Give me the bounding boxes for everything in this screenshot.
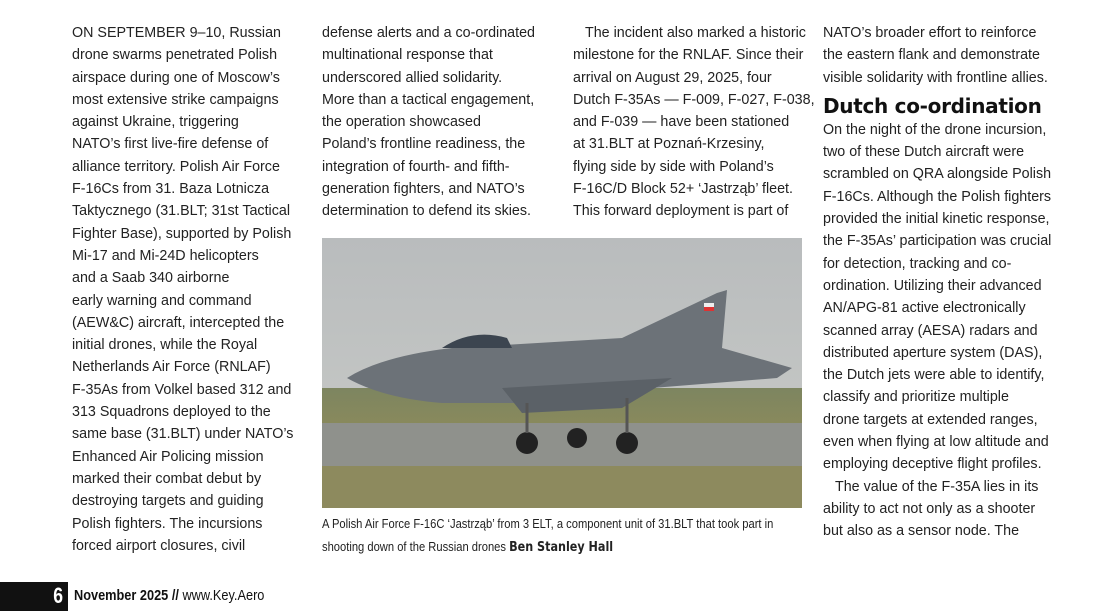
photo-credit: Ben Stanley Hall	[509, 539, 614, 555]
text-line: two of these Dutch aircraft were	[823, 144, 1025, 161]
text-line: Taktycznego (31.BLT; 31st Tactical	[72, 203, 291, 220]
text-line: arrival on August 29, 2025, four	[573, 69, 772, 86]
text-line: underscored allied solidarity.	[322, 69, 503, 86]
text-line: Dutch F-35As — F-009, F-027, F-038,	[573, 91, 815, 108]
text-line: drone swarms penetrated Polish	[72, 47, 278, 64]
caption-line: shooting down of the Russian drones	[322, 538, 506, 554]
text-line: flying side by side with Poland’s	[573, 158, 774, 175]
text-line: multinational response that	[322, 47, 493, 64]
text-line: generation fighters, and NATO’s	[322, 181, 525, 198]
f16-photo	[322, 238, 802, 508]
text-line: provided the initial kinetic response,	[823, 211, 1050, 228]
text-line: distributed aperture system (DAS),	[823, 344, 1043, 361]
website-link[interactable]: www.Key.Aero	[182, 587, 265, 604]
text-line: On the night of the drone incursion,	[823, 121, 1047, 138]
text-line: Enhanced Air Policing mission	[72, 448, 264, 465]
text-line: visible solidarity with frontline allies.	[823, 69, 1048, 86]
text-line: F-16Cs. Although the Polish fighters	[823, 188, 1052, 205]
text-line: Poland’s frontline readiness, the	[322, 136, 526, 153]
text-line: classify and prioritize multiple	[823, 389, 1009, 406]
text-line: drone targets at extended ranges,	[823, 411, 1038, 428]
text-line: Fighter Base), supported by Polish	[72, 225, 292, 242]
text-line: ability to act not only as a shooter	[823, 500, 1036, 517]
text-line: and a Saab 340 airborne	[72, 270, 230, 287]
text-line: NATO’s broader effort to reinforce	[823, 25, 1037, 41]
text-line: (AEW&C) aircraft, intercepted the	[72, 314, 285, 331]
text-line: marked their combat debut by	[72, 470, 262, 487]
text-line: the Dutch jets were able to identify,	[823, 367, 1045, 384]
text-line: initial drones, while the Royal	[72, 337, 258, 354]
text-line: forced airport closures, civil	[72, 537, 246, 554]
text-line: Mi-17 and Mi-24D helicopters	[72, 247, 259, 264]
column-1	[72, 22, 312, 557]
text-line: the operation showcased	[322, 114, 481, 131]
text-line: milestone for the RNLAF. Since their	[573, 47, 804, 64]
text-line: 313 Squadrons deployed to the	[72, 404, 271, 421]
page-footer	[0, 582, 320, 611]
text-line: at 31.BLT at Poznań-Krzesiny,	[573, 136, 765, 153]
text-line: for detection, tracking and co-	[823, 255, 1012, 272]
column-3	[573, 22, 813, 223]
text-line: airspace during one of Moscow’s	[72, 69, 280, 86]
text-line: More than a tactical engagement,	[322, 91, 535, 108]
text-line: This forward deployment is part of	[573, 203, 789, 220]
text-line: AN/APG-81 active electronically	[823, 300, 1026, 317]
caption-line: A Polish Air Force F-16C ‘Jastrząb’ from 3 ELT, a component unit of 31.BLT that took part in	[322, 516, 774, 531]
column-4	[823, 22, 1063, 543]
text-line: determination to defend its skies.	[322, 203, 532, 220]
text-line: the eastern flank and demonstrate	[823, 47, 1040, 64]
text-line: F-16Cs from 31. Baza Lotnicza	[72, 181, 270, 198]
text-line: NATO’s first live-fire defense of	[72, 136, 269, 153]
text-line: F-35As from Volkel based 312 and	[72, 381, 292, 398]
text-line: early warning and command	[72, 292, 252, 309]
text-line: Polish fighters. The incursions	[72, 515, 263, 532]
subheading: Dutch co-ordination	[823, 93, 1042, 118]
text-line: integration of fourth- and fifth-	[322, 158, 510, 175]
text-line: the F-35As’ participation was crucial	[823, 233, 1052, 250]
text-line: The value of the F-35A lies in its	[835, 478, 1039, 495]
text-line: The incident also marked a historic	[585, 25, 806, 41]
issue-date: November 2025	[74, 587, 169, 604]
text-line: scrambled on QRA alongside Polish	[823, 166, 1052, 183]
text-line: ordination. Utilizing their advanced	[823, 277, 1042, 294]
text-line: Netherlands Air Force (RNLAF)	[72, 359, 271, 376]
text-line: and F-039 — have been stationed	[573, 114, 790, 131]
text-line: against Ukraine, triggering	[72, 114, 239, 131]
text-line: most extensive strike campaigns	[72, 91, 279, 108]
text-line: destroying targets and guiding	[72, 493, 264, 510]
text-line: defense alerts and a co-ordinated	[322, 25, 536, 41]
text-line: even when flying at low altitude and	[823, 434, 1049, 451]
text-line: F-16C/D Block 52+ ‘Jastrząb’ fleet.	[573, 181, 793, 198]
text-line: employing deceptive flight profiles.	[823, 456, 1042, 473]
page-number: 6	[52, 583, 63, 608]
text-line: ON SEPTEMBER 9–10, Russian	[72, 25, 281, 41]
text-line: but also as a sensor node. The	[823, 523, 1020, 540]
page-number-box	[0, 582, 68, 611]
separator: //	[168, 587, 183, 604]
text-line: alliance territory. Polish Air Force	[72, 158, 280, 175]
text-line: scanned array (AESA) radars and	[823, 322, 1038, 339]
text-line: same base (31.BLT) under NATO’s	[72, 426, 294, 443]
photo-caption	[322, 513, 812, 559]
column-2	[322, 22, 562, 223]
